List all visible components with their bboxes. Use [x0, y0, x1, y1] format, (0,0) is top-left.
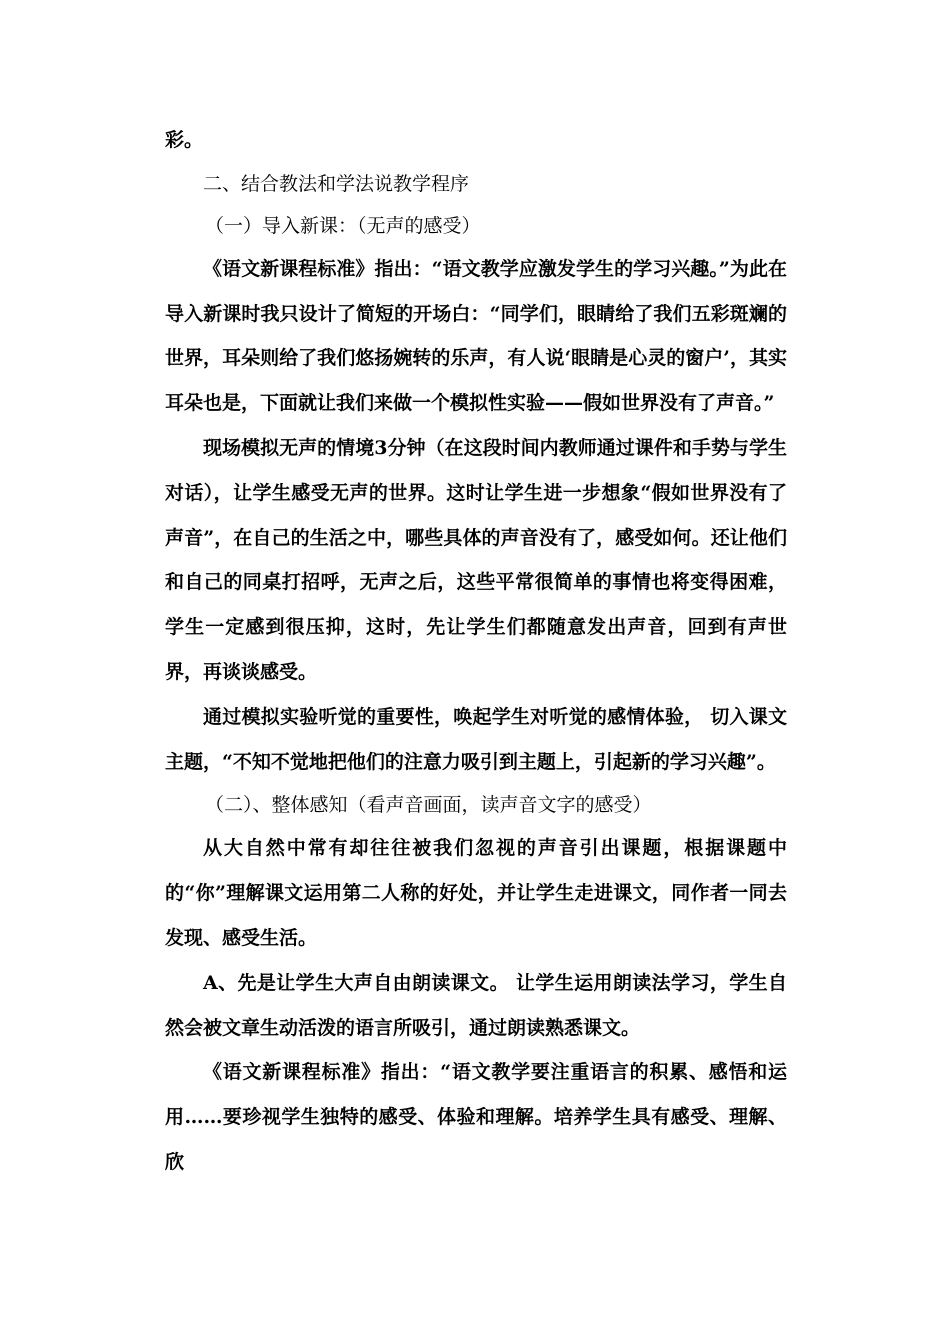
paragraph-curriculum-standard-2: 《语文新课程标准》指出：“语文教学要注重语言的积累、感悟和运用……要珍视学生独特的感受、体验和理解。培养学生具有感受、理解、欣: [165, 1061, 787, 1173]
paragraph-1: 彩。: [165, 129, 204, 151]
document-body: [165, 118, 787, 1185]
paragraph-reading-aloud: A、先是让学生大声自由朗读课文。 让学生运用朗读法学习，学生自然会被文章生动活泼的语言所吸引，通过朗读熟悉课文。: [165, 971, 787, 1039]
subsection-heading-introduction: （一）导入新课：（无声的感受）: [205, 214, 481, 237]
paragraph-experiment-purpose: 通过模拟实验听觉的重要性，唤起学生对听觉的感情体验， 切入课文主题，“不知不觉地把他们的注意力吸引到主题上，引起新的学习兴趣”。: [165, 705, 787, 773]
paragraph-silent-simulation: 现场模拟无声的情境3分钟（在这段时间内教师通过课件和手势与学生对话），让学生感受无声的世界。这时让学生进一步想象“假如世界没有了声音”，在自己的生活之中，哪些具体的声音没有了，感受如何。还让他们和自己的同桌打招呼，无声之后，这些平常很简单的事情也将变得困难，学生一定感到很压抑，这时，先让学生们都随意发出声音，回到有声世界，再谈谈感受。: [165, 436, 787, 683]
paragraph-curriculum-standard-1: 《语文新课程标准》指出：“语文教学应激发学生的学习兴趣。”为此在导入新课时我只设计了简短的开场白：“同学们，眼睛给了我们五彩斑斓的世界，耳朵则给了我们悠扬婉转的乐声，有人说‘眼睛是心灵的窗户’，其实耳朵也是，下面就让我们来做一个模拟性实验——假如世界没有了声音。”: [165, 257, 787, 415]
section-heading-teaching-procedure: 二、结合教法和学法说教学程序: [203, 172, 470, 195]
paragraph-nature-sounds: 从大自然中常有却往往被我们忽视的声音引出课题，根据课题中的“你”理解课文运用第二人称的好处，并让学生走进课文，同作者一同去发现、感受生活。: [165, 837, 787, 949]
subsection-heading-overall-perception: （二）、整体感知（看声音画面，读声音文字的感受）: [205, 794, 652, 817]
